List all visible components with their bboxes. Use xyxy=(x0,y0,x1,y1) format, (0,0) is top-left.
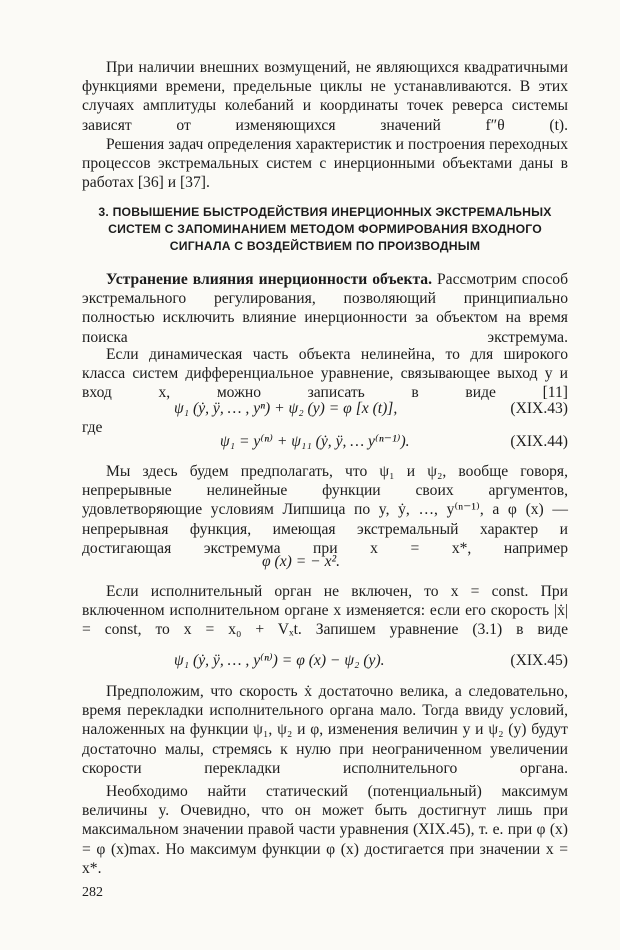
equation-xix44 xyxy=(82,432,568,452)
heading-line-3: СИГНАЛА С ВОЗДЕЙСТВИЕМ ПО ПРОИЗВОДНЫМ xyxy=(169,239,481,253)
section-heading xyxy=(82,204,568,255)
equation-number: (XIX.43) xyxy=(510,400,568,417)
paragraph-actuator: Если исполнительный орган не включен, то x = const. При включенном исполнительном органе x изменяется: если его скорость |ẋ| = const, то x = x₀ + Vₓt. Запишем уравнение (3.1) в виде xyxy=(82,583,568,639)
page-number: 282 xyxy=(82,885,103,900)
equation-number: (XIX.44) xyxy=(510,433,568,450)
equation-example xyxy=(82,552,568,572)
equation-xix45 xyxy=(82,651,568,671)
equation-expression: ψ₁ (ẏ, ÿ, … , y⁽ⁿ⁾) = φ (x) − ψ₂ (y). xyxy=(174,652,385,669)
heading-line-2: СИСТЕМ С ЗАПОМИНАНИЕМ МЕТОДОМ ФОРМИРОВАНИЯ ВХОДНОГО xyxy=(108,222,542,236)
equation-expression: ψ₁ = y⁽ⁿ⁾ + ψ₁₁ (ẏ, ÿ, … y⁽ⁿ⁻¹⁾). xyxy=(220,433,410,450)
paragraph-inertia-text: Рассмотрим способ экстремального регулирования, позволяющий принципиально полностью исключить влияние инерционности за объектом на время поиска экстремума. xyxy=(82,271,569,346)
paragraph-nonlinear: Если динамическая часть объекта нелинейна, то для широкого класса систем дифференциальное уравнение, связывающее выход y и вход x, можно записать в виде [11] xyxy=(82,346,568,402)
heading-line-1: 3. ПОВЫШЕНИЕ БЫСТРОДЕЙСТВИЯ ИНЕРЦИОННЫХ ЭКСТРЕМАЛЬНЫХ xyxy=(98,205,552,219)
paragraph-references: Решения задач определения характеристик и построения переходных процессов экстремальных систем с инерционными объектами даны в работах [36] и [37]. xyxy=(82,136,568,192)
equation-expression: ψ₁ (ẏ, ÿ, … , yⁿ) + ψ₂ (y) = φ [x (t)], xyxy=(174,400,398,417)
paragraph-disturbances: При наличии внешних возмущений, не являющихся квадратичными функциями времени, предельные циклы не устанавливаются. В этих случаях амплитуды колебаний и координаты точек реверса системы зависят от изменяющихся значений f″θ (t). xyxy=(82,59,568,134)
equation-number: (XIX.45) xyxy=(510,652,568,669)
paragraph-lead: Устранение влияния инерционности объекта. xyxy=(106,271,432,288)
equation-expression: φ (x) = − x². xyxy=(262,553,341,570)
paragraph-assumptions: Мы здесь будем предполагать, что ψ₁ и ψ₂, вообще говоря, непрерывные нелинейные функции своих аргументов, удовлетворяющие условиям Липшица по y, ẏ, …, y⁽ⁿ⁻¹⁾, а φ (x) — непрерывная функция, имеющая экстремальный характер и достигающая экстремума при x = x*, например xyxy=(82,463,568,557)
equation-xix43 xyxy=(82,399,568,419)
paragraph-inertia xyxy=(82,270,568,347)
paragraph-speed: Предположим, что скорость ẋ достаточно велика, а следовательно, время перекладки исполнительного органа мало. Тогда ввиду условий, наложенных на функции ψ₁, ψ₂ и φ, изменения величин y и ψ₂ (y) будут достаточно малы, стремясь к нулю при неограниченном увеличении скорости перекладки исполнительного органа. xyxy=(82,683,568,777)
paragraph-maximum: Необходимо найти статический (потенциальный) максимум величины y. Очевидно, что он может быть достигнут лишь при максимальном значении правой части уравнения (XIX.45), т. е. при φ (x) = φ (x)max. Но максимум функции φ (x) достигается при значении x = x*. xyxy=(82,783,568,877)
where-word: где xyxy=(82,419,103,436)
